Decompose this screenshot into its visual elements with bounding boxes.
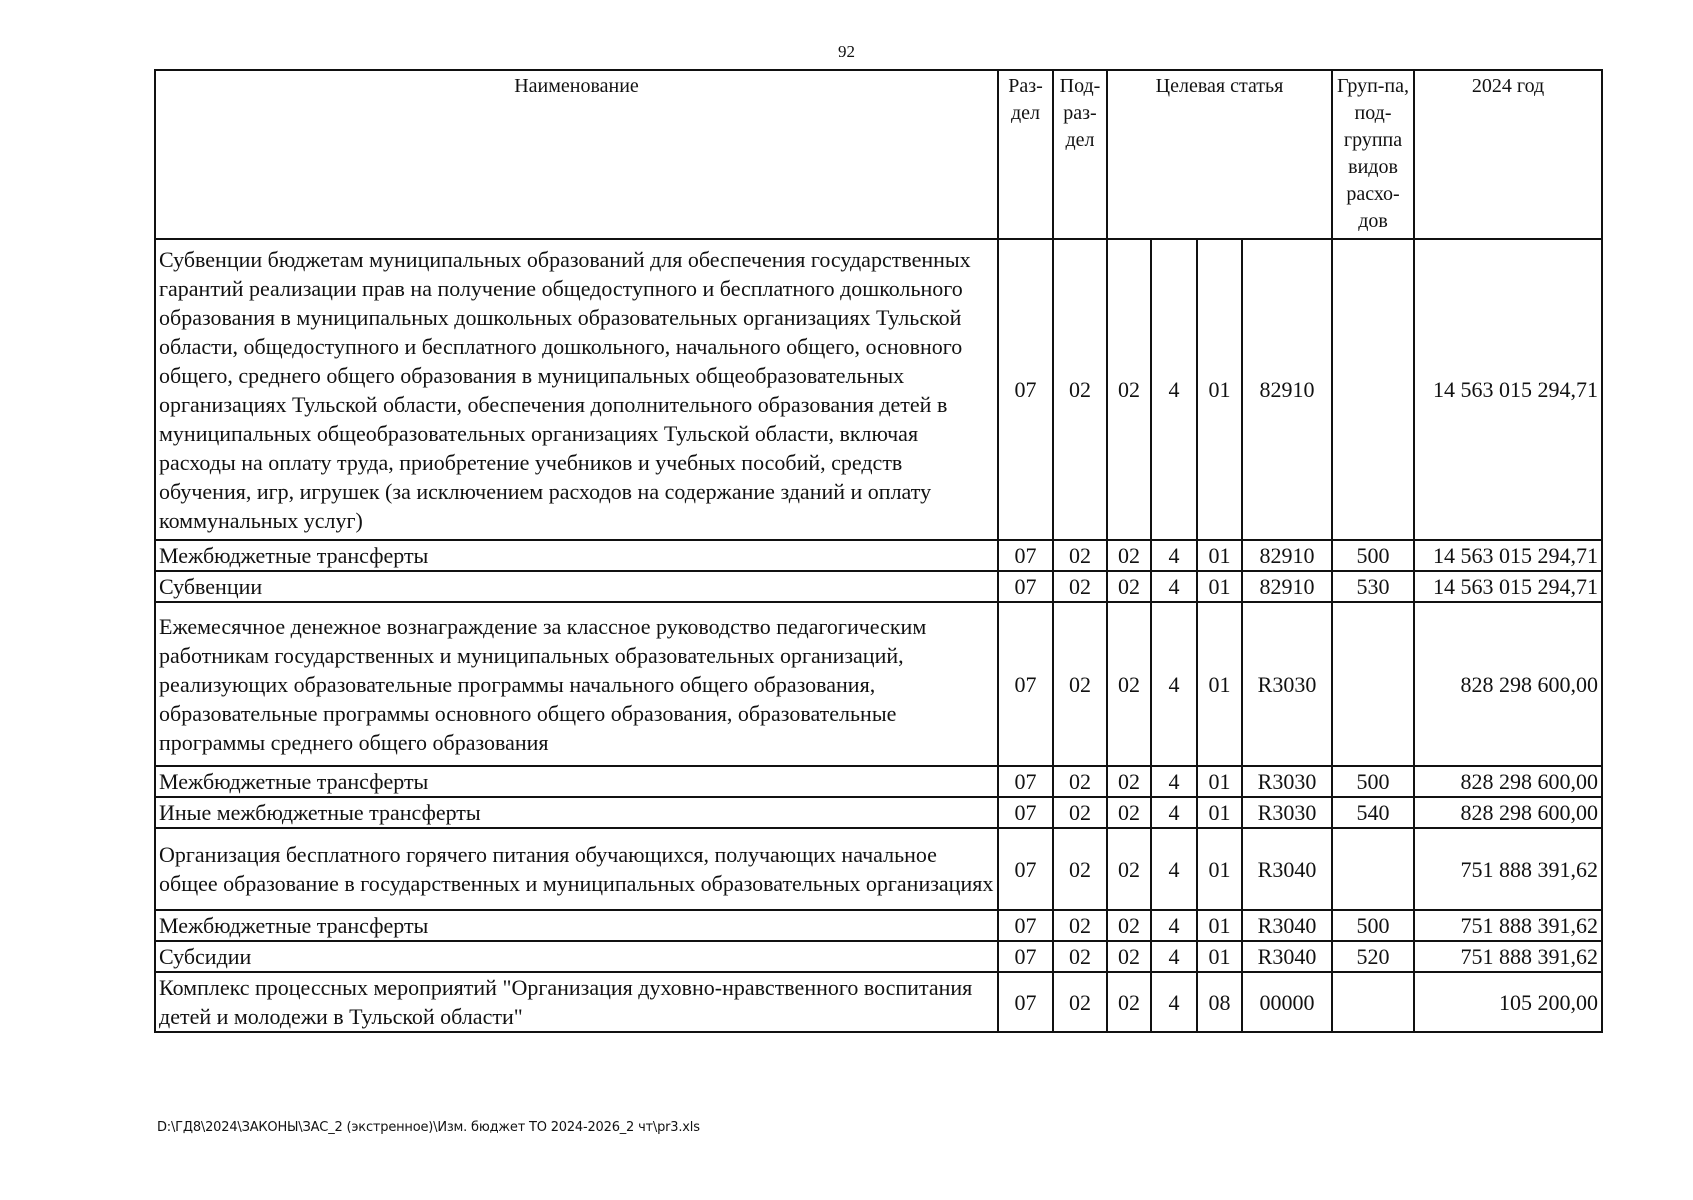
row-amount: 14 563 015 294,71	[1414, 571, 1602, 602]
row-expense-group: 520	[1332, 941, 1414, 972]
row-name: Межбюджетные трансферты	[155, 766, 998, 797]
row-amount: 828 298 600,00	[1414, 766, 1602, 797]
row-expense-group	[1332, 602, 1414, 766]
table-row	[155, 540, 1602, 571]
row-target-complex: 08	[1197, 972, 1242, 1032]
row-target-direction: R3030	[1242, 602, 1332, 766]
row-razdel: 07	[998, 910, 1053, 941]
row-expense-group: 540	[1332, 797, 1414, 828]
row-target-direction: 82910	[1242, 540, 1332, 571]
row-target-type: 4	[1151, 602, 1197, 766]
row-name: Ежемесячное денежное вознаграждение за классное руководство педагогическим работникам государственных и муниципальных образовательных организаций, реализующих образовательные программы начального общего образования, образовательные программы основного общего образования, образовательные программы среднего общего образования	[155, 602, 998, 766]
row-razdel: 07	[998, 828, 1053, 910]
row-expense-group: 500	[1332, 766, 1414, 797]
row-target-program: 02	[1107, 602, 1151, 766]
table-row	[155, 766, 1602, 797]
table-row	[155, 972, 1602, 1032]
row-amount: 14 563 015 294,71	[1414, 239, 1602, 540]
row-amount: 14 563 015 294,71	[1414, 540, 1602, 571]
table-row	[155, 828, 1602, 910]
row-target-type: 4	[1151, 797, 1197, 828]
row-target-direction: 82910	[1242, 239, 1332, 540]
row-name: Субсидии	[155, 941, 998, 972]
row-target-complex: 01	[1197, 766, 1242, 797]
row-podrazdel: 02	[1053, 941, 1107, 972]
header-year: 2024 год	[1414, 70, 1602, 239]
row-target-complex: 01	[1197, 239, 1242, 540]
row-name: Межбюджетные трансферты	[155, 910, 998, 941]
row-target-complex: 01	[1197, 540, 1242, 571]
row-razdel: 07	[998, 571, 1053, 602]
row-target-type: 4	[1151, 828, 1197, 910]
row-target-direction: 82910	[1242, 571, 1332, 602]
row-expense-group	[1332, 828, 1414, 910]
row-name: Межбюджетные трансферты	[155, 540, 998, 571]
row-podrazdel: 02	[1053, 972, 1107, 1032]
row-amount: 105 200,00	[1414, 972, 1602, 1032]
row-podrazdel: 02	[1053, 828, 1107, 910]
row-amount: 751 888 391,62	[1414, 910, 1602, 941]
row-expense-group: 530	[1332, 571, 1414, 602]
row-podrazdel: 02	[1053, 910, 1107, 941]
row-target-program: 02	[1107, 540, 1151, 571]
row-target-type: 4	[1151, 239, 1197, 540]
row-podrazdel: 02	[1053, 239, 1107, 540]
row-name: Субвенции бюджетам муниципальных образований для обеспечения государственных гарантий реализации прав на получение общедоступного и бесплатного дошкольного образования в муниципальных дошкольных образовательных организациях Тульской области, общедоступного и бесплатного дошкольного, начального общего, основного общего, среднего общего образования в муниципальных общеобразовательных организациях Тульской области, обеспечения дополнительного образования детей в муниципальных общеобразовательных организациях Тульской области, включая расходы на оплату труда, приобретение учебников и учебных пособий, средств обучения, игр, игрушек (за исключением расходов на содержание зданий и оплату коммунальных услуг)	[155, 239, 998, 540]
row-podrazdel: 02	[1053, 571, 1107, 602]
row-target-type: 4	[1151, 910, 1197, 941]
budget-table	[154, 69, 1603, 1033]
row-razdel: 07	[998, 602, 1053, 766]
table-row	[155, 797, 1602, 828]
table-row	[155, 910, 1602, 941]
row-target-program: 02	[1107, 972, 1151, 1032]
row-target-direction: R3030	[1242, 766, 1332, 797]
row-target-type: 4	[1151, 571, 1197, 602]
row-target-direction: R3040	[1242, 941, 1332, 972]
row-target-direction: 00000	[1242, 972, 1332, 1032]
row-amount: 751 888 391,62	[1414, 828, 1602, 910]
row-podrazdel: 02	[1053, 766, 1107, 797]
table-row	[155, 571, 1602, 602]
header-expense-group: Груп-па, под-группа видов расхо-дов	[1332, 70, 1414, 239]
row-expense-group: 500	[1332, 540, 1414, 571]
row-amount: 751 888 391,62	[1414, 941, 1602, 972]
row-podrazdel: 02	[1053, 540, 1107, 571]
header-target-article: Целевая статья	[1107, 70, 1332, 239]
row-razdel: 07	[998, 972, 1053, 1032]
row-target-complex: 01	[1197, 571, 1242, 602]
row-target-program: 02	[1107, 828, 1151, 910]
row-name: Организация бесплатного горячего питания обучающихся, получающих начальное общее образование в государственных и муниципальных образовательных организациях	[155, 828, 998, 910]
row-target-type: 4	[1151, 941, 1197, 972]
row-razdel: 07	[998, 239, 1053, 540]
table-header-row	[155, 70, 1602, 239]
header-name: Наименование	[155, 70, 998, 239]
row-target-type: 4	[1151, 766, 1197, 797]
row-target-complex: 01	[1197, 797, 1242, 828]
file-path-footer: D:\ГД8\2024\ЗАКОНЫ\ЗАС_2 (экстренное)\Изм. бюджет ТО 2024-2026_2 чт\pr3.xls	[157, 1120, 700, 1135]
table-row	[155, 602, 1602, 766]
row-razdel: 07	[998, 540, 1053, 571]
page-number: 92	[838, 42, 855, 61]
row-razdel: 07	[998, 766, 1053, 797]
row-name: Иные межбюджетные трансферты	[155, 797, 998, 828]
table-row	[155, 941, 1602, 972]
header-podrazdel: Под-раз-дел	[1053, 70, 1107, 239]
row-podrazdel: 02	[1053, 797, 1107, 828]
row-target-direction: R3040	[1242, 910, 1332, 941]
table-body	[155, 239, 1602, 1032]
row-target-complex: 01	[1197, 602, 1242, 766]
row-expense-group	[1332, 972, 1414, 1032]
row-name: Комплекс процессных мероприятий "Организация духовно-нравственного воспитания детей и молодежи в Тульской области"	[155, 972, 998, 1032]
row-target-complex: 01	[1197, 828, 1242, 910]
row-target-direction: R3030	[1242, 797, 1332, 828]
row-expense-group	[1332, 239, 1414, 540]
row-target-program: 02	[1107, 766, 1151, 797]
row-target-type: 4	[1151, 972, 1197, 1032]
header-razdel: Раз-дел	[998, 70, 1053, 239]
row-amount: 828 298 600,00	[1414, 602, 1602, 766]
row-name: Субвенции	[155, 571, 998, 602]
row-podrazdel: 02	[1053, 602, 1107, 766]
row-target-direction: R3040	[1242, 828, 1332, 910]
row-target-program: 02	[1107, 797, 1151, 828]
table-row	[155, 239, 1602, 540]
row-target-type: 4	[1151, 540, 1197, 571]
row-target-program: 02	[1107, 239, 1151, 540]
row-razdel: 07	[998, 797, 1053, 828]
row-amount: 828 298 600,00	[1414, 797, 1602, 828]
row-target-complex: 01	[1197, 910, 1242, 941]
row-target-program: 02	[1107, 910, 1151, 941]
row-expense-group: 500	[1332, 910, 1414, 941]
row-target-complex: 01	[1197, 941, 1242, 972]
row-target-program: 02	[1107, 941, 1151, 972]
row-razdel: 07	[998, 941, 1053, 972]
row-target-program: 02	[1107, 571, 1151, 602]
